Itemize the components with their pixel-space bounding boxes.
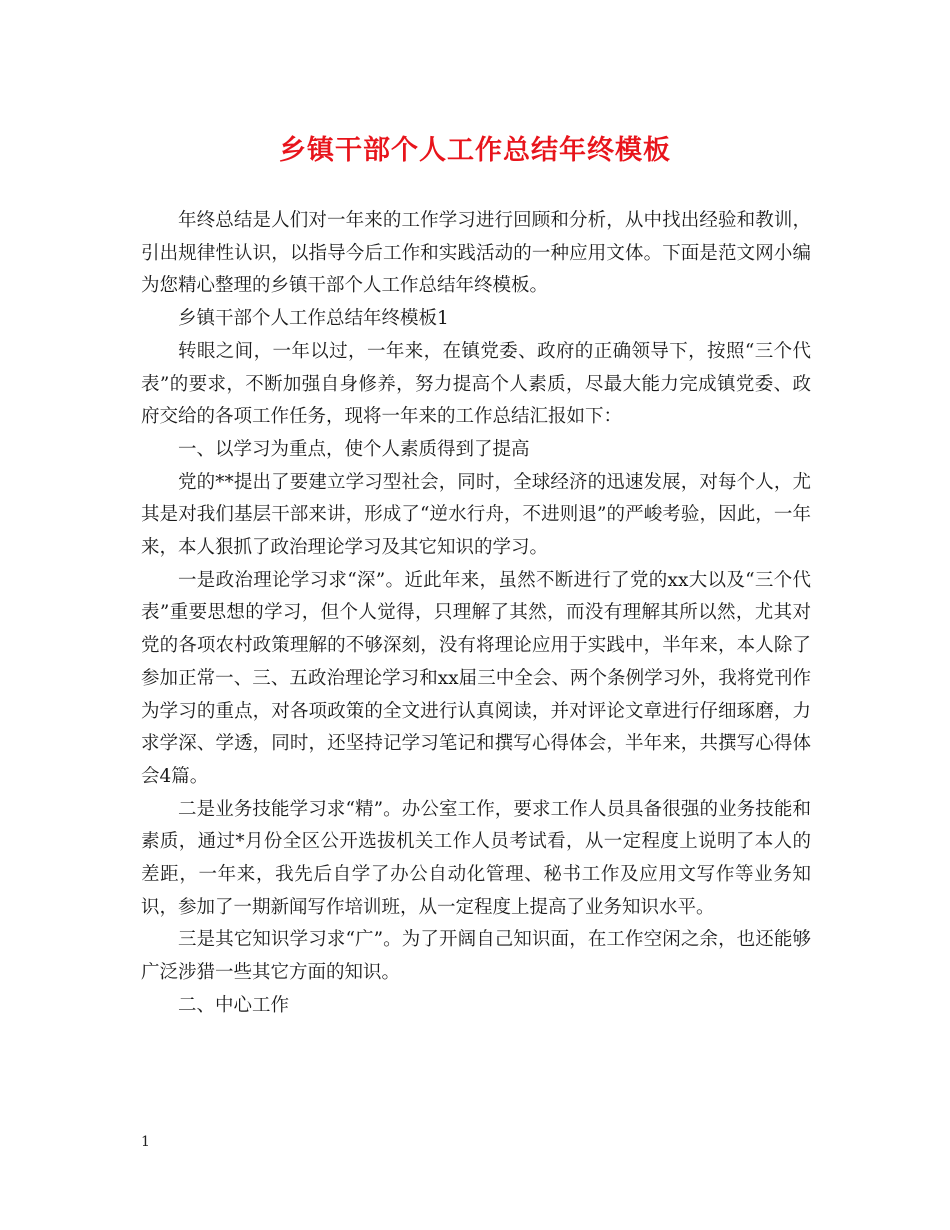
paragraph-subtitle: 乡镇干部个人工作总结年终模板1 — [178, 308, 449, 330]
section-heading-1: 一、以学习为重点，使个人素质得到了提高 — [178, 438, 530, 460]
paragraph-business-skills: 二是业务技能学习求“精”。办公室工作，要求工作人员具备很强的业务技能和素质，通过*月份全区公开选拔机关工作人员考试看，从一定程度上说明了本人的差距，一年来，我先后自学了办公自动化管理、秘书工作及应用文写作等业务知识，参加了一期新闻写作培训班，从一定程度上提高了业务知识水平。 — [141, 798, 811, 918]
paragraph-political-study: 一是政治理论学习求“深”。近此年来，虽然不断进行了党的xx大以及“三个代表”重要思想的学习，但个人觉得，只理解了其然，而没有理解其所以然，尤其对党的各项农村政策理解的不够深刻，没有将理论应用于实践中，半年来，本人除了参加正常一、三、五政治理论学习和xx届三中全会、两个条例学习外，我将党刊作为学习的重点，对各项政策的全文进行认真阅读，并对评论文章进行仔细琢磨，力求学深、学透，同时，还坚持记学习笔记和撰写心得体会，半年来，共撰写心得体会4篇。 — [141, 569, 811, 787]
section-heading-2: 二、中心工作 — [178, 994, 290, 1016]
page-number: 1 — [141, 1134, 150, 1150]
paragraph-study-background: 党的**提出了要建立学习型社会，同时，全球经济的迅速发展，对每个人，尤其是对我们基层干部来讲，形成了“逆水行舟，不进则退”的严峻考验，因此，一年来，本人狠抓了政治理论学习及其它知识的学习。 — [141, 471, 811, 559]
document-body — [141, 205, 811, 1023]
paragraph-intro: 年终总结是人们对一年来的工作学习进行回顾和分析，从中找出经验和教训，引出规律性认识，以指导今后工作和实践活动的一种应用文体。下面是范文网小编为您精心整理的乡镇干部个人工作总结年终模板。 — [141, 210, 811, 297]
paragraph-other-knowledge: 三是其它知识学习求“广”。为了开阔自己知识面，在工作空闲之余，也还能够广泛涉猎一些其它方面的知识。 — [141, 929, 811, 984]
document-title: 乡镇干部个人工作总结年终模板 — [279, 135, 671, 166]
paragraph-opening: 转眼之间，一年以过，一年来，在镇党委、政府的正确领导下，按照“三个代表”的要求，不断加强自身修养，努力提高个人素质，尽最大能力完成镇党委、政府交给的各项工作任务，现将一年来的工作总结汇报如下： — [141, 340, 811, 428]
